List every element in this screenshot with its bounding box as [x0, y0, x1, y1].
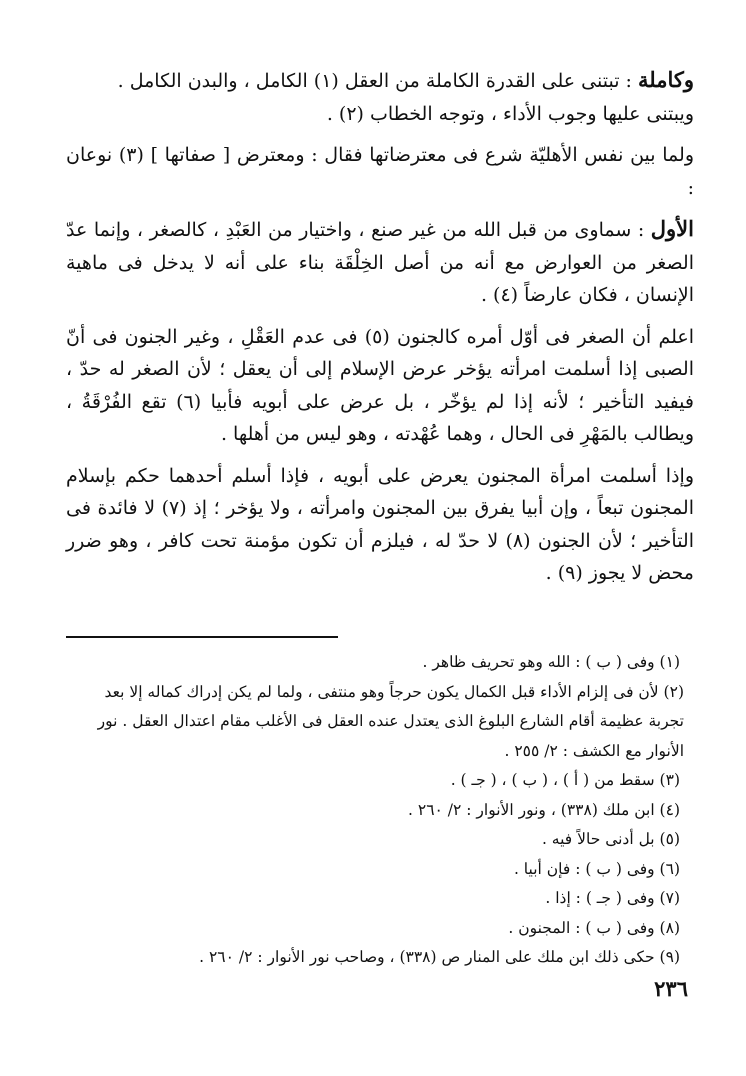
footnote-divider	[66, 636, 338, 638]
footnote-4: (٤) ابن ملك (٣٣٨) ، ونور الأنوار : ٢/ ٢٦٠ .	[408, 800, 680, 819]
footnote-3: (٣) سقط من ( أ ) ، ( ب ) ، ( جـ ) .	[450, 771, 680, 789]
footnote-8: (٨) وفى ( ب ) : المجنون .	[508, 918, 680, 937]
paragraph-2: ويبتنى عليها وجوب الأداء ، وتوجه الخطاب (٢) .	[326, 102, 694, 125]
page-number: ٢٣٦	[654, 976, 688, 1001]
paragraph-1	[66, 64, 694, 98]
footnote-7: (٧) وفى ( جـ ) : إذا .	[545, 889, 680, 907]
paragraph-4-lead: الأول	[650, 216, 694, 241]
paragraph-4	[66, 213, 694, 312]
footnote-1: (١) وفى ( ب ) : الله وهو تحريف ظاهر .	[422, 653, 680, 671]
paragraph-6: وإذا أسلمت امرأة المجنون يعرض على أبويه ، فإذا أسلم أحدهما حكم بإسلام المجنون تبعاً ، وإن أبيا يفرق بين المجنون وامرأته ، ولا يؤخر ؛ إذ (٧) لا فائدة فى التأخير ؛ لأن الجنون (٨) لا حدّ له ، فيلزم أن تكون مؤمنة تحت كافر ، وهو ضرر محض لا يجوز (٩) .	[66, 464, 694, 584]
footnotes	[66, 648, 694, 973]
footnote-5: (٥) بل أدنى حالاً فيه .	[541, 830, 680, 848]
main-text	[66, 64, 694, 590]
paragraph-3: ولما بين نفس الأهليّة شرع فى معترضاتها فقال : ومعترض [ صفاتها ] (٣) نوعان :	[66, 144, 694, 199]
paragraph-4-text: : سماوى من قبل الله من غير صنع ، واختيار من العَبْدِ ، كالصغر ، وإنما عدّ الصغر من العوارض مع أنه من أصل الخِلْقَة بناء على أنه لا يدخل فى ماهية الإنسان ، فكان عارضاً (٤) .	[66, 219, 694, 306]
paragraph-1-text: : تبتنى على القدرة الكاملة من العقل (١) الكامل ، والبدن الكامل .	[117, 70, 632, 92]
footnote-9: (٩) حكى ذلك ابن ملك على المنار ص (٣٣٨) ، وصاحب نور الأنوار : ٢/ ٢٦٠ .	[199, 948, 680, 966]
paragraph-1-lead: وكاملة	[638, 67, 694, 92]
paragraph-5: اعلم أن الصغر فى أوّل أمره كالجنون (٥) فى عدم العَقْلِ ، وغير الجنون فى أنّ الصبى إذا أسلمت امرأته يؤخر عرض الإسلام إلى أن يعقل ؛ لأن الصغر له حدّ ، فيفيد التأخير ؛ لأنه إذا لم يؤخّر ، بل عرض على أبويه فأبيا (٦) تقع الفُرْقَةُ ، ويطالب بالمَهْرِ فى الحال ، وهما عُهْدته ، وهو ليس من أهلها .	[66, 325, 694, 445]
footnote-6: (٦) وفى ( ب ) : فإن أبيا .	[513, 859, 680, 878]
footnote-2: (٢) لأن فى إلزام الأداء قبل الكمال يكون حرجاً وهو منتفى ، ولما لم يكن إدراك كماله إلا بعد تجربة عظيمة أقام الشارع البلوغ الذى يعتدل عنده العقل فى الأغلب مقام اعتدال العقل . نور الأنوار مع الكشف : ٢/ ٢٥٥ .	[97, 682, 684, 760]
